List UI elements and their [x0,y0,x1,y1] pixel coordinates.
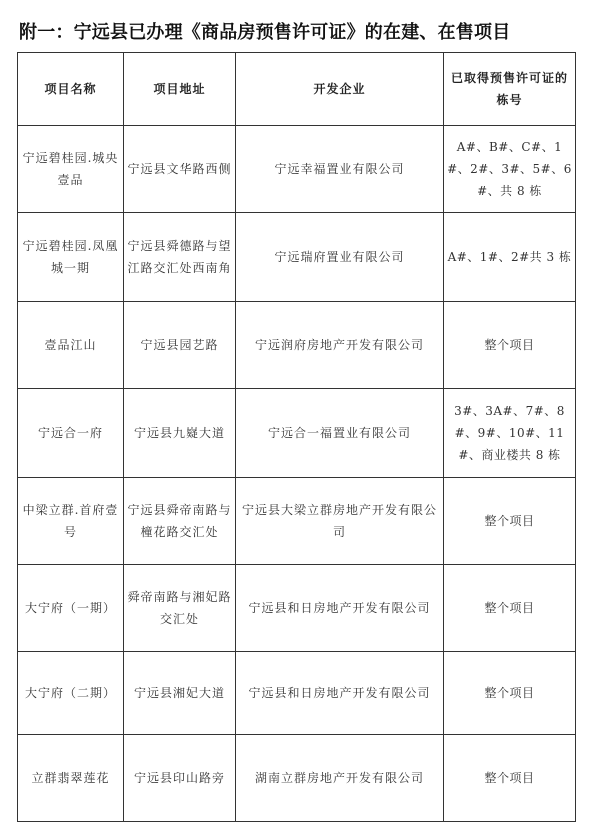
cell-project-name: 宁远碧桂园.城央壹品 [18,126,124,213]
table-row [18,565,576,652]
cell-permitted-buildings: 整个项目 [444,735,576,822]
cell-project-name: 宁远合一府 [18,389,124,478]
cell-project-address: 宁远县舜帝南路与橦花路交汇处 [124,478,236,565]
cell-project-address: 宁远县园艺路 [124,302,236,389]
cell-permitted-buildings: A#、B#、C#、1#、2#、3#、5#、6#、共 8 栋 [444,126,576,213]
table-row [18,126,576,213]
cell-project-name: 中梁立群.首府壹号 [18,478,124,565]
header-project-name: 项目名称 [18,53,124,126]
cell-permitted-buildings: 整个项目 [444,478,576,565]
table-row [18,735,576,822]
table-row [18,389,576,478]
table-row [18,302,576,389]
header-permitted-buildings: 已取得预售许可证的栋号 [444,53,576,126]
cell-permitted-buildings: 整个项目 [444,565,576,652]
cell-project-name: 壹品江山 [18,302,124,389]
cell-permitted-buildings: 整个项目 [444,302,576,389]
document-title: 附一：宁远县已办理《商品房预售许可证》的在建、在售项目 [19,22,511,43]
cell-developer: 宁远合一福置业有限公司 [236,389,444,478]
cell-project-address: 宁远县九嶷大道 [124,389,236,478]
cell-developer: 宁远幸福置业有限公司 [236,126,444,213]
header-project-address: 项目地址 [124,53,236,126]
cell-project-address: 宁远县文华路西侧 [124,126,236,213]
cell-developer: 宁远县大梁立群房地产开发有限公司 [236,478,444,565]
header-developer: 开发企业 [236,53,444,126]
cell-project-name: 立群翡翠莲花 [18,735,124,822]
cell-project-name: 大宁府（二期） [18,652,124,735]
cell-project-address: 宁远县舜德路与望江路交汇处西南角 [124,213,236,302]
table-row [18,478,576,565]
table-row [18,652,576,735]
cell-project-name: 大宁府（一期） [18,565,124,652]
cell-permitted-buildings: 整个项目 [444,652,576,735]
presale-permit-table [17,52,576,822]
table-row [18,213,576,302]
cell-permitted-buildings: A#、1#、2#共 3 栋 [444,213,576,302]
cell-permitted-buildings: 3#、3A#、7#、8#、9#、10#、11#、商业楼共 8 栋 [444,389,576,478]
cell-developer: 湖南立群房地产开发有限公司 [236,735,444,822]
table-header-row [18,53,576,126]
cell-project-address: 舜帝南路与湘妃路交汇处 [124,565,236,652]
cell-developer: 宁远县和日房地产开发有限公司 [236,565,444,652]
cell-project-name: 宁远碧桂园.凤凰城一期 [18,213,124,302]
cell-developer: 宁远县和日房地产开发有限公司 [236,652,444,735]
cell-developer: 宁远瑞府置业有限公司 [236,213,444,302]
cell-project-address: 宁远县印山路旁 [124,735,236,822]
cell-project-address: 宁远县湘妃大道 [124,652,236,735]
cell-developer: 宁远润府房地产开发有限公司 [236,302,444,389]
